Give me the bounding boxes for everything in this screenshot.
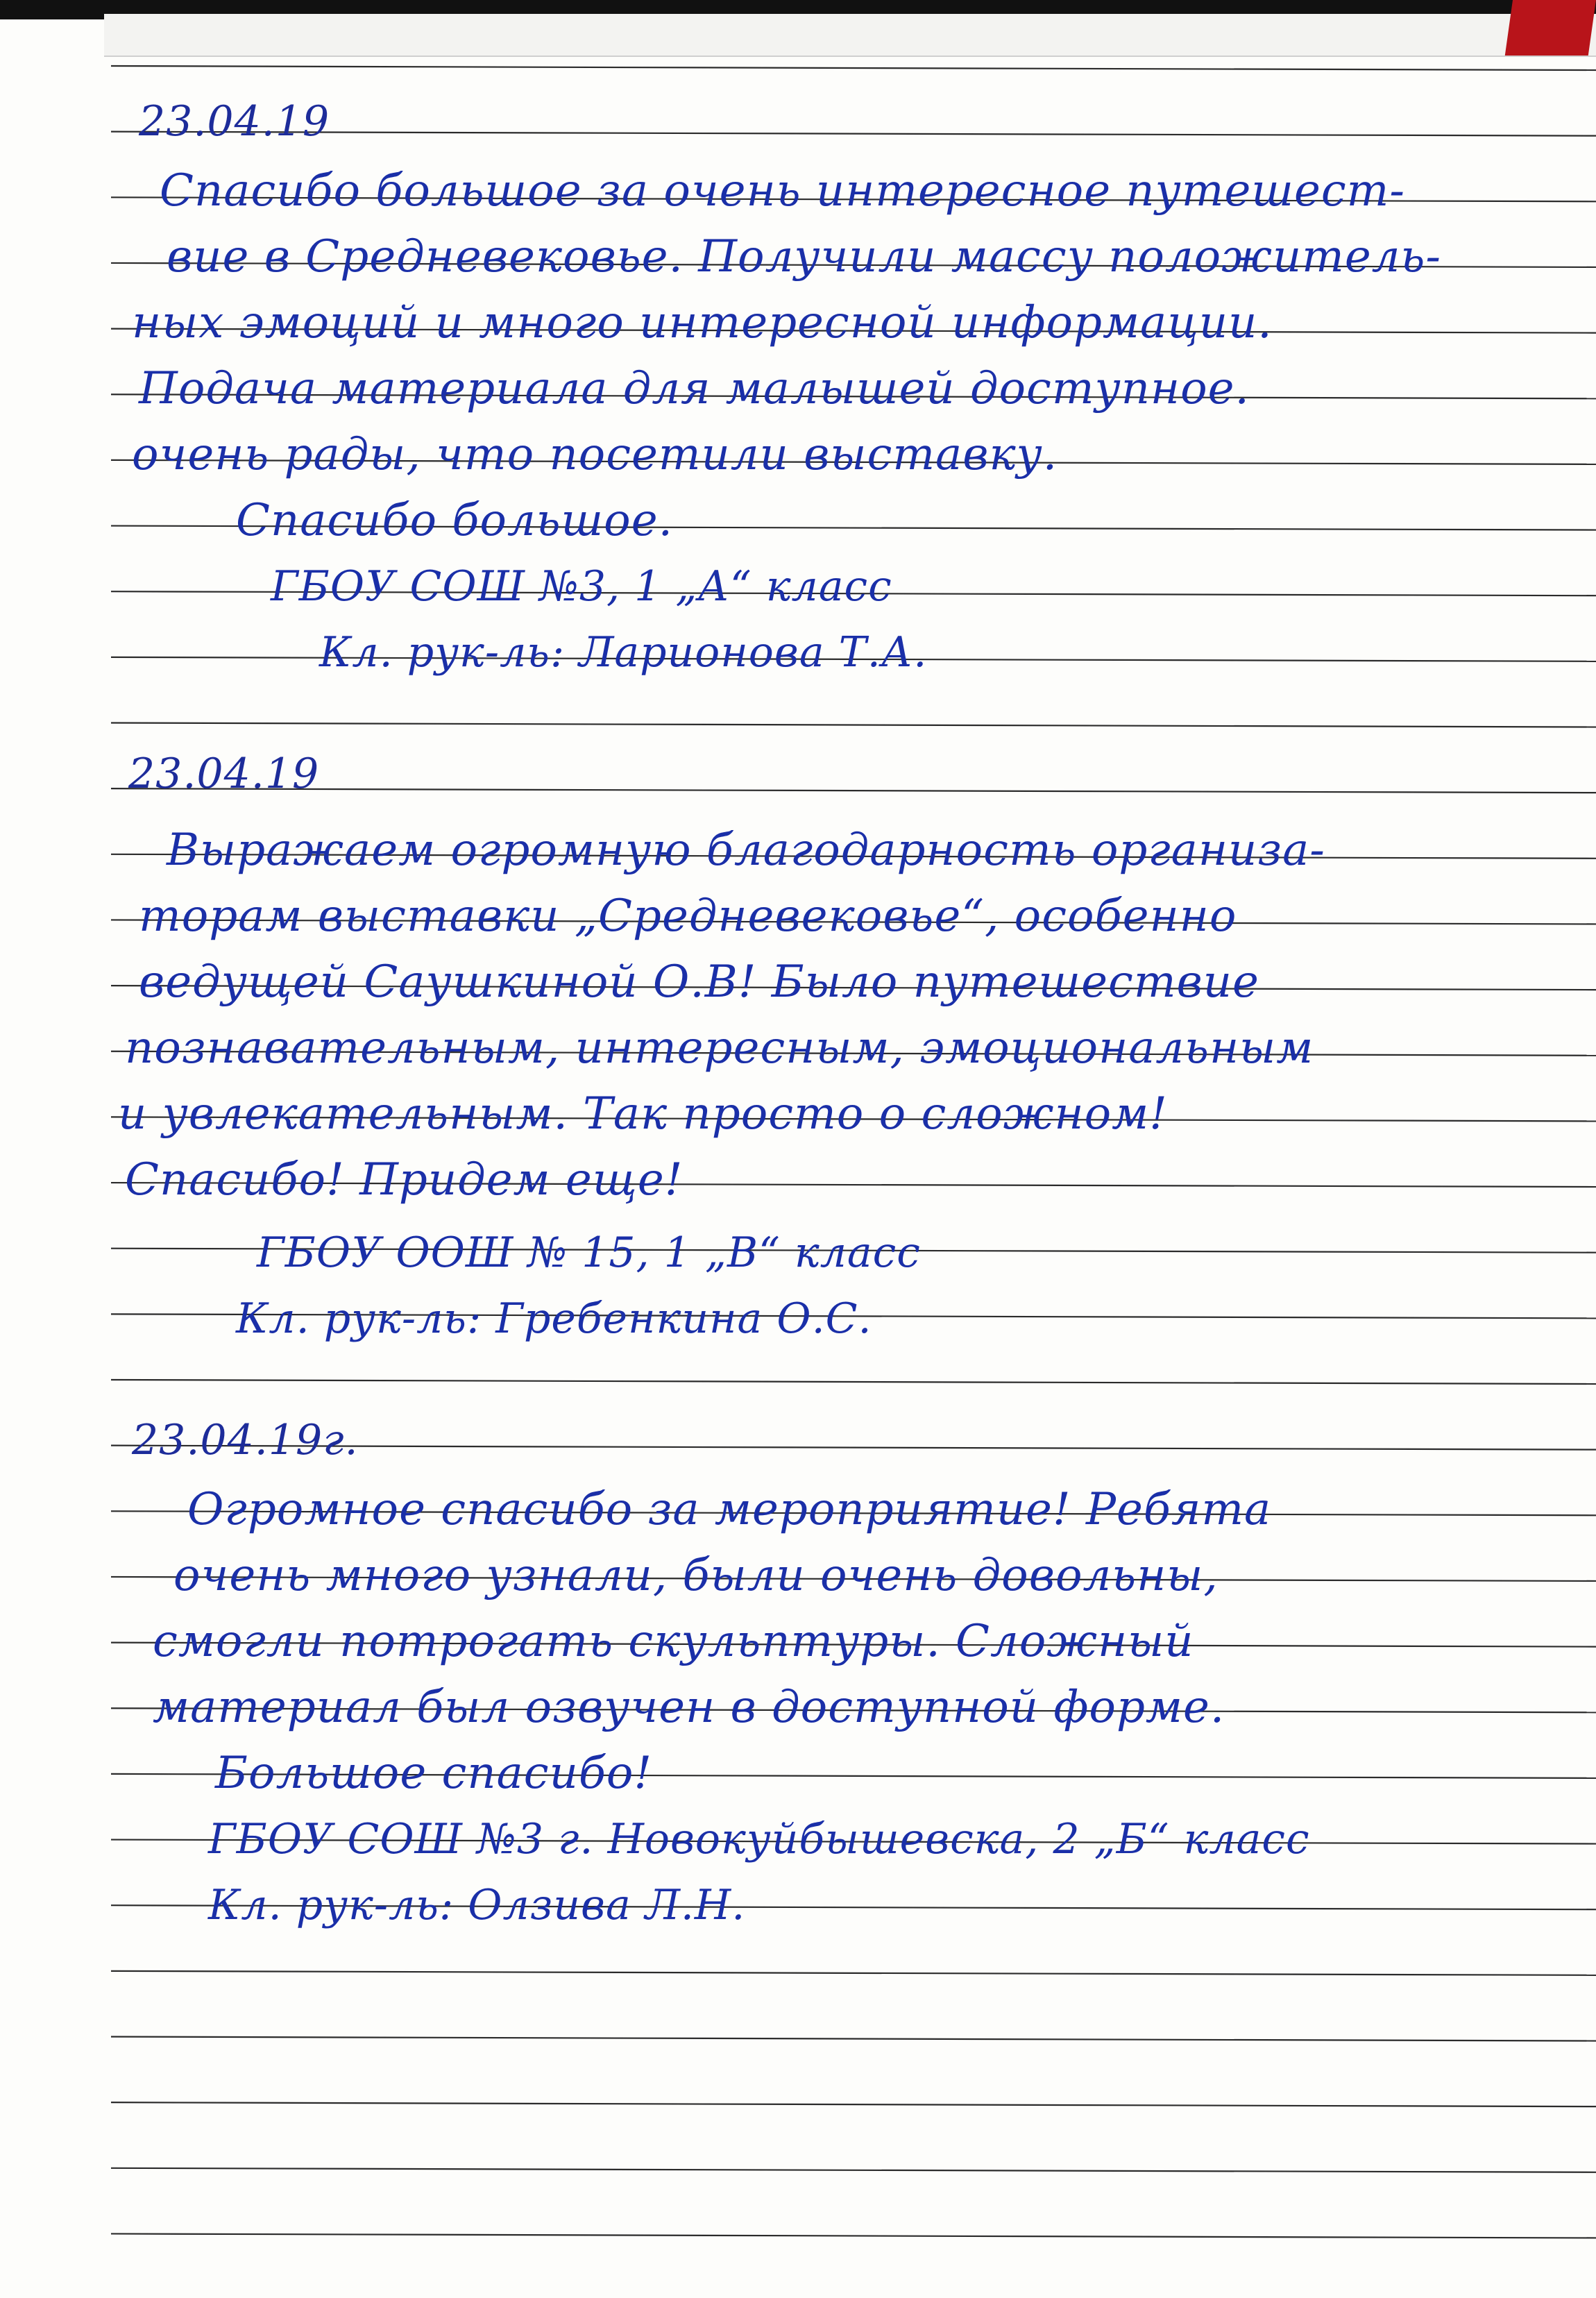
entry-closing: Спасибо большое. — [236, 495, 673, 546]
ruled-line — [111, 2233, 1596, 2238]
ruled-line — [111, 2168, 1596, 2172]
entry-school: ГБОУ ООШ № 15, 1 „В“ класс — [257, 1228, 921, 1277]
entry-text-line: Огромное спасибо за мероприятие! Ребята — [187, 1484, 1272, 1535]
entry-text-line: Спасибо большое за очень интересное путешест- — [160, 165, 1405, 217]
ruled-line — [111, 1380, 1596, 1384]
ruled-line — [111, 66, 1596, 70]
entry-text-line: Подача материала для малышей доступное. — [139, 363, 1250, 414]
ruled-line — [111, 788, 1596, 793]
entry-school: ГБОУ СОШ №3, 1 „А“ класс — [271, 562, 892, 611]
entry-school: ГБОУ СОШ №3 г. Новокуйбышевска, 2 „Б“ класс — [208, 1815, 1310, 1864]
entry-teacher: Кл. рук-ль: Гребенкина О.С. — [236, 1294, 872, 1343]
entry-text-line: Выражаем огромную благодарность организа- — [167, 825, 1325, 876]
ruled-line — [111, 2102, 1596, 2106]
entry-date: 23.04.19 — [139, 97, 330, 146]
entry-text-line: познавательным, интересным, эмоциональным — [125, 1022, 1314, 1074]
entry-date: 23.04.19 — [128, 750, 320, 798]
entry-text-line: ных эмоций и много интересной информации. — [132, 297, 1273, 348]
entry-text-line: очень много узнали, были очень довольны, — [173, 1550, 1219, 1601]
entry-teacher: Кл. рук-ль: Олзива Л.Н. — [208, 1881, 746, 1929]
entry-text-line: торам выставки „Средневековье“, особенно — [139, 890, 1237, 942]
entry-text-line: и увлекательным. Так просто о сложном! — [118, 1088, 1168, 1140]
ruled-line — [111, 2037, 1596, 2041]
entry-text-line: материал был озвучен в доступной форме. — [153, 1682, 1225, 1733]
ruled-line — [111, 1971, 1596, 1975]
entry-text-line: Спасибо! Придем еще! — [125, 1154, 684, 1206]
ruled-line — [111, 132, 1596, 136]
entry-text-line: Большое спасибо! — [215, 1748, 653, 1799]
entry-text-line: очень рады, что посетили выставку. — [132, 429, 1058, 480]
entry-text-line: ведущей Саушкиной О.В! Было путешествие — [139, 956, 1259, 1008]
entry-text-line: вие в Средневековье. Получили массу положитель- — [167, 231, 1441, 282]
entry-date: 23.04.19г. — [132, 1416, 359, 1464]
ruled-line — [111, 723, 1596, 727]
entry-teacher: Кл. рук-ль: Ларионова Т.А. — [319, 628, 928, 677]
entry-text-line: смогли потрогать скульптуры. Сложный — [153, 1616, 1194, 1667]
